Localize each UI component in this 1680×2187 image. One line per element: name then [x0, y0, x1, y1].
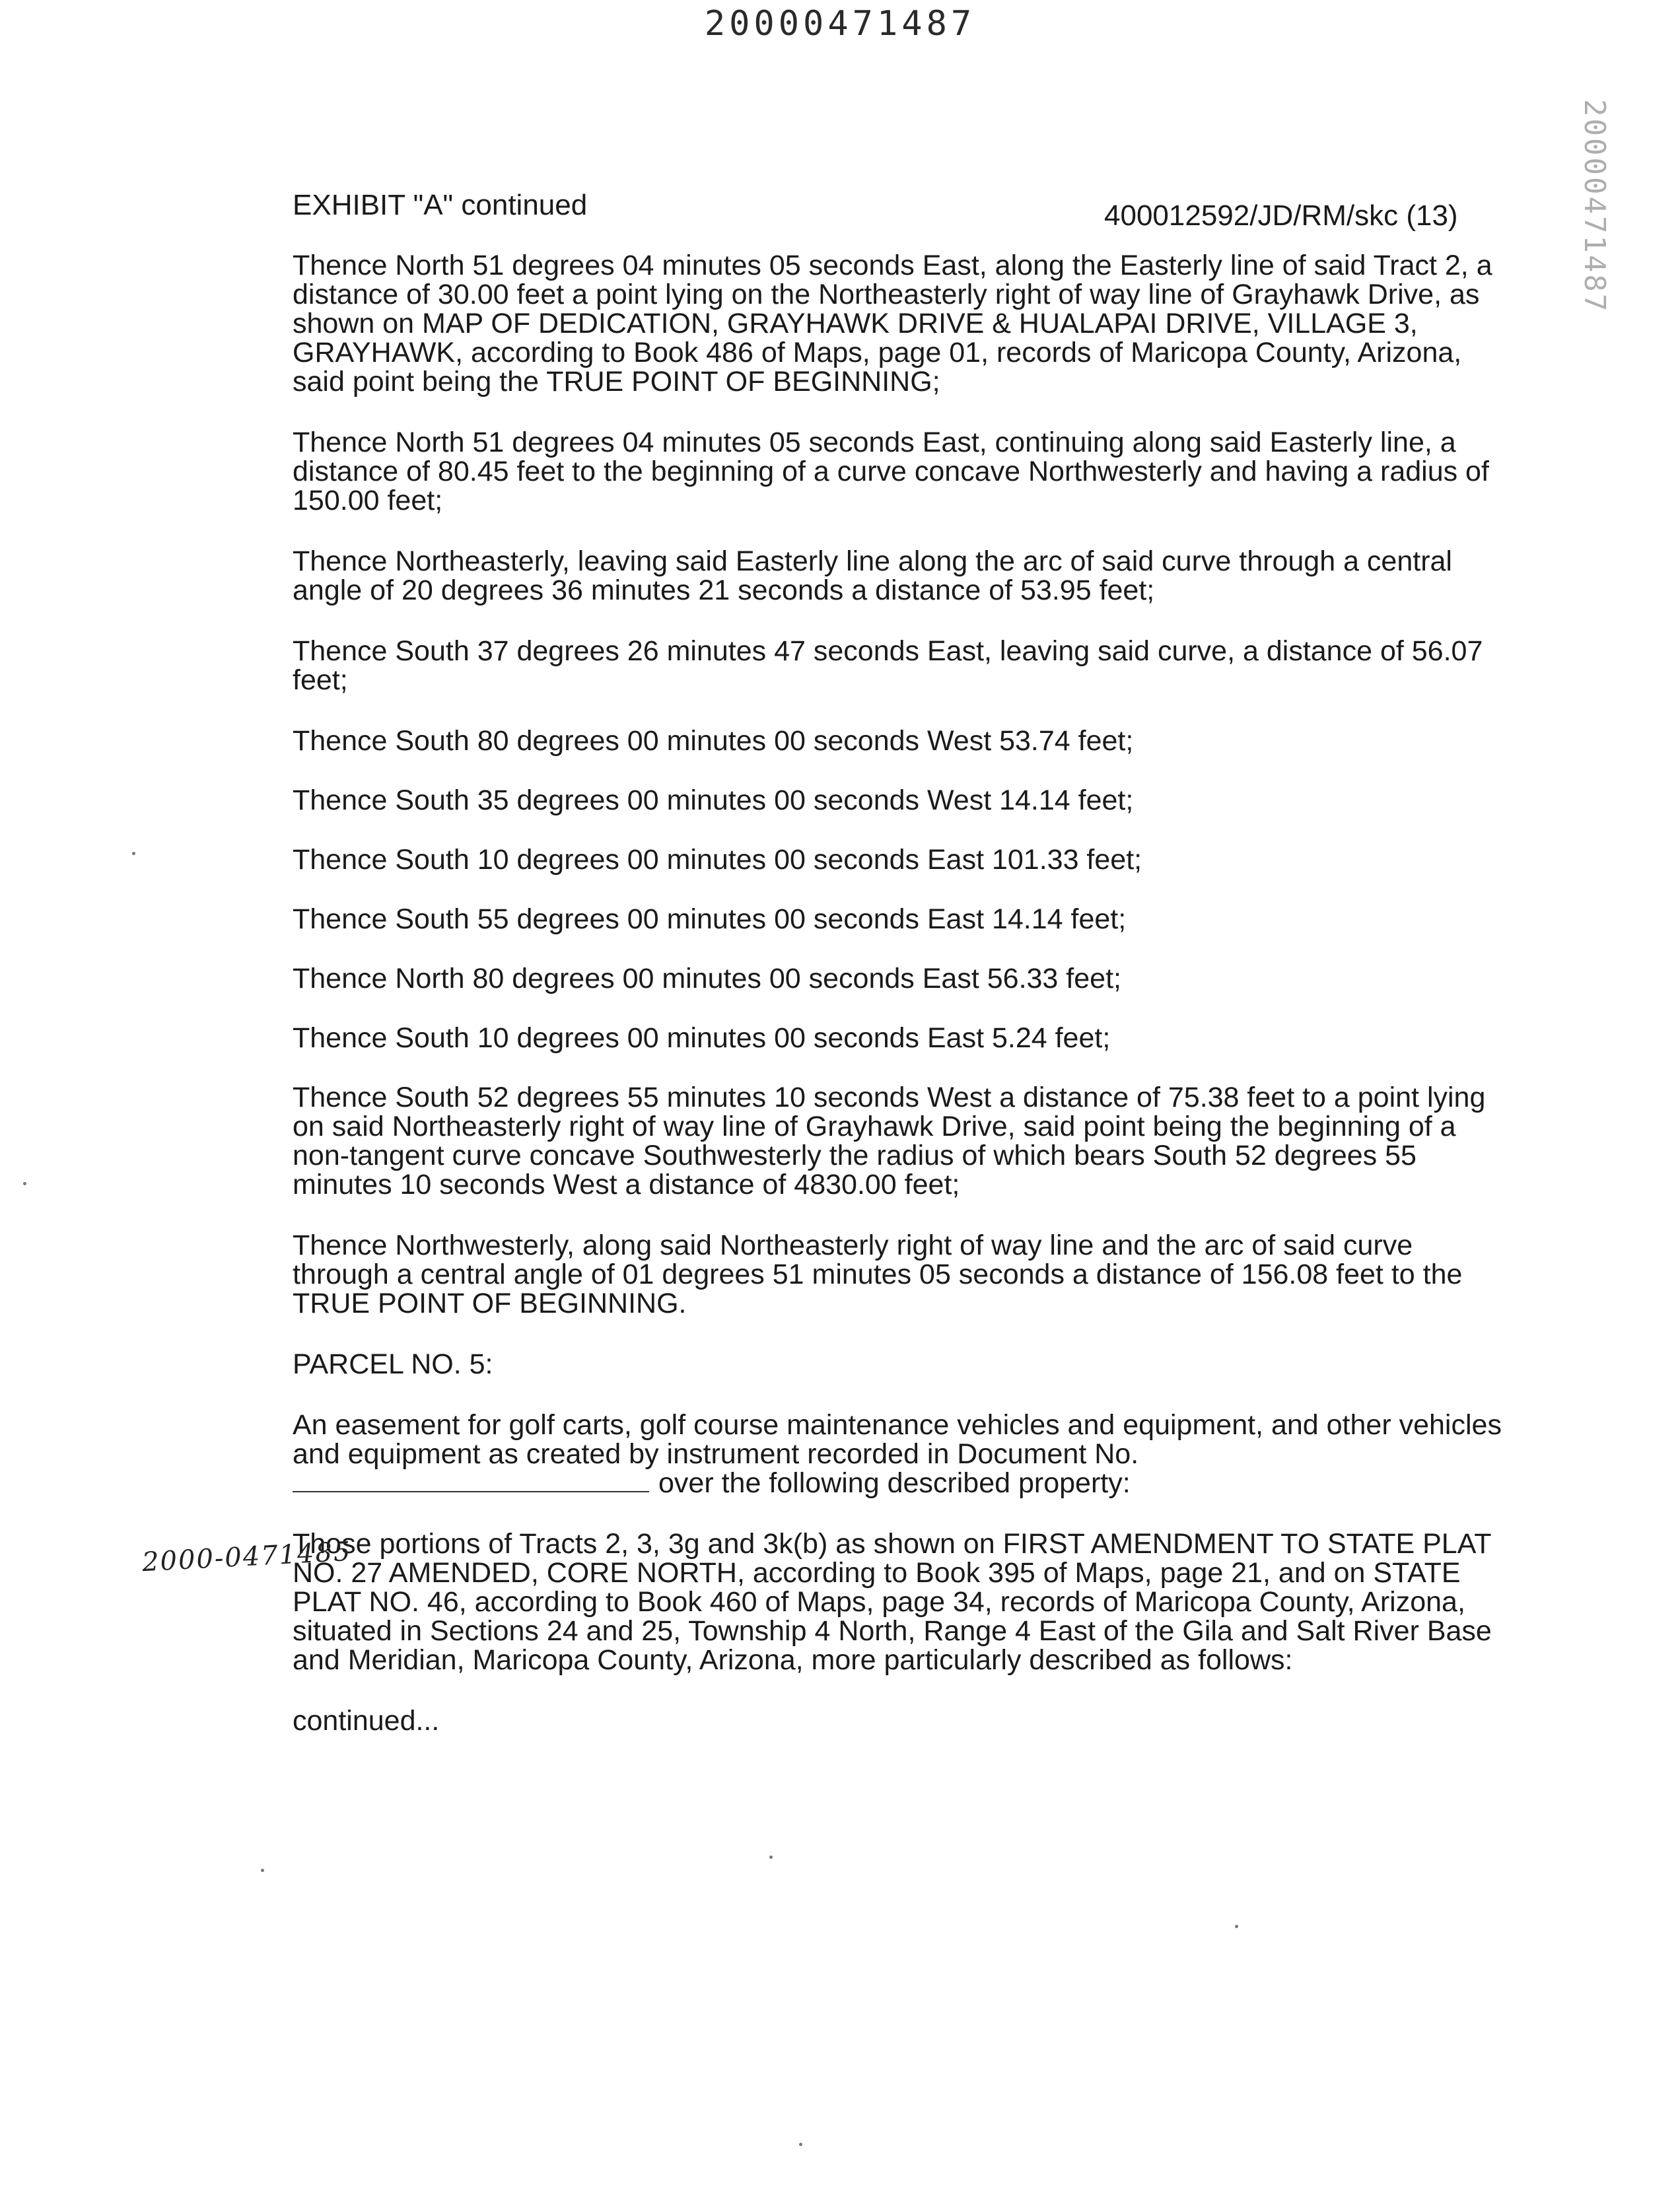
scan-speck — [132, 852, 135, 855]
scan-speck — [23, 1182, 26, 1185]
easement-text-start: An easement for golf carts, golf course maintenance vehicles and equipment, and other vehicles and equipment as created by instrument recorded in Document No. — [293, 1409, 1502, 1470]
document-number-blank — [293, 1491, 649, 1492]
course-paragraph-3: Thence Northeasterly, leaving said Easterly line along the arc of said curve through a central angle of 20 degrees 36 minutes 21 seconds a distance of 53.95 feet; — [293, 545, 1452, 606]
parcel-heading: PARCEL NO. 5: — [293, 1348, 493, 1380]
course-paragraph-9: Thence North 80 degrees 00 minutes 00 seconds East 56.33 feet; — [293, 963, 1121, 994]
course-paragraph-11: Thence South 52 degrees 55 minutes 10 seconds West a distance of 75.38 feet to a point lying on said Northeasterly right of way line of Grayhawk Drive, said point being the beginning of a non-tangent curve concave Southwesterly the radius of which bears South 52 degrees 55 minutes 10 seconds West a distance of 4830.00 feet; — [293, 1082, 1486, 1200]
scan-speck — [769, 1856, 773, 1859]
course-paragraph-1: Thence North 51 degrees 04 minutes 05 seconds East, along the Easterly line of said Tract 2, a distance of 30.00 feet a point lying on the Northeasterly right of way line of Grayhawk Drive, as shown on MAP OF DEDICATION, GRAYHAWK DRIVE & HUALAPAI DRIVE, VILLAGE 3, GRAYHAWK, according to Book 486 of Maps, page 01, records of Maricopa County, Arizona, said point being the TRUE POINT OF BEGINNING; — [293, 250, 1492, 398]
course-paragraph-6: Thence South 35 degrees 00 minutes 00 seconds West 14.14 feet; — [293, 784, 1134, 816]
exhibit-heading: EXHIBIT "A" continued — [293, 189, 588, 221]
scan-speck — [799, 2143, 802, 2146]
scan-speck — [1235, 1925, 1238, 1928]
course-paragraph-7: Thence South 10 degrees 00 minutes 00 seconds East 101.33 feet; — [293, 844, 1142, 876]
recording-number: 20000471487 — [704, 4, 976, 44]
course-paragraph-4: Thence South 37 degrees 26 minutes 47 seconds East, leaving said curve, a distance of 56.07 feet; — [293, 635, 1483, 696]
side-recording-stamp: 20000471487 — [1578, 99, 1611, 314]
handwritten-document-number: 2000-0471485 — [141, 1536, 353, 1578]
easement-paragraph — [293, 1410, 1514, 1498]
easement-text-end: over the following described property: — [658, 1467, 1131, 1499]
course-paragraph-5: Thence South 80 degrees 00 minutes 00 seconds West 53.74 feet; — [293, 725, 1134, 757]
tracts-paragraph: Those portions of Tracts 2, 3, 3g and 3k(b) as shown on FIRST AMENDMENT TO STATE PLAT NO. 27 AMENDED, CORE NORTH, according to Book 395 of Maps, page 21, and on STATE PLAT NO. 46, according to Book 460 of Maps, page 34, records of Maricopa County, Arizona, situated in Sections 24 and 25, Township 4 North, Range 4 East of the Gila and Salt River Base and Meridian, Maricopa County, Arizona, more particularly described as follows: — [293, 1528, 1492, 1676]
continued-note: continued... — [293, 1705, 440, 1737]
course-paragraph-12: Thence Northwesterly, along said Northeasterly right of way line and the arc of said curve through a central angle of 01 degrees 51 minutes 05 seconds a distance of 156.08 feet to the TRUE POINT OF BEGINNING. — [293, 1230, 1463, 1319]
scan-speck — [261, 1869, 264, 1872]
course-paragraph-2: Thence North 51 degrees 04 minutes 05 seconds East, continuing along said Easterly line, a distance of 80.45 feet to the beginning of a curve concave Northwesterly and having a radius of 150.00 feet; — [293, 427, 1489, 516]
legal-description-body — [293, 251, 1514, 1767]
course-paragraph-10: Thence South 10 degrees 00 minutes 00 seconds East 5.24 feet; — [293, 1022, 1111, 1054]
course-paragraph-8: Thence South 55 degrees 00 minutes 00 seconds East 14.14 feet; — [293, 903, 1127, 935]
file-reference: 400012592/JD/RM/skc (13) — [1104, 199, 1458, 232]
